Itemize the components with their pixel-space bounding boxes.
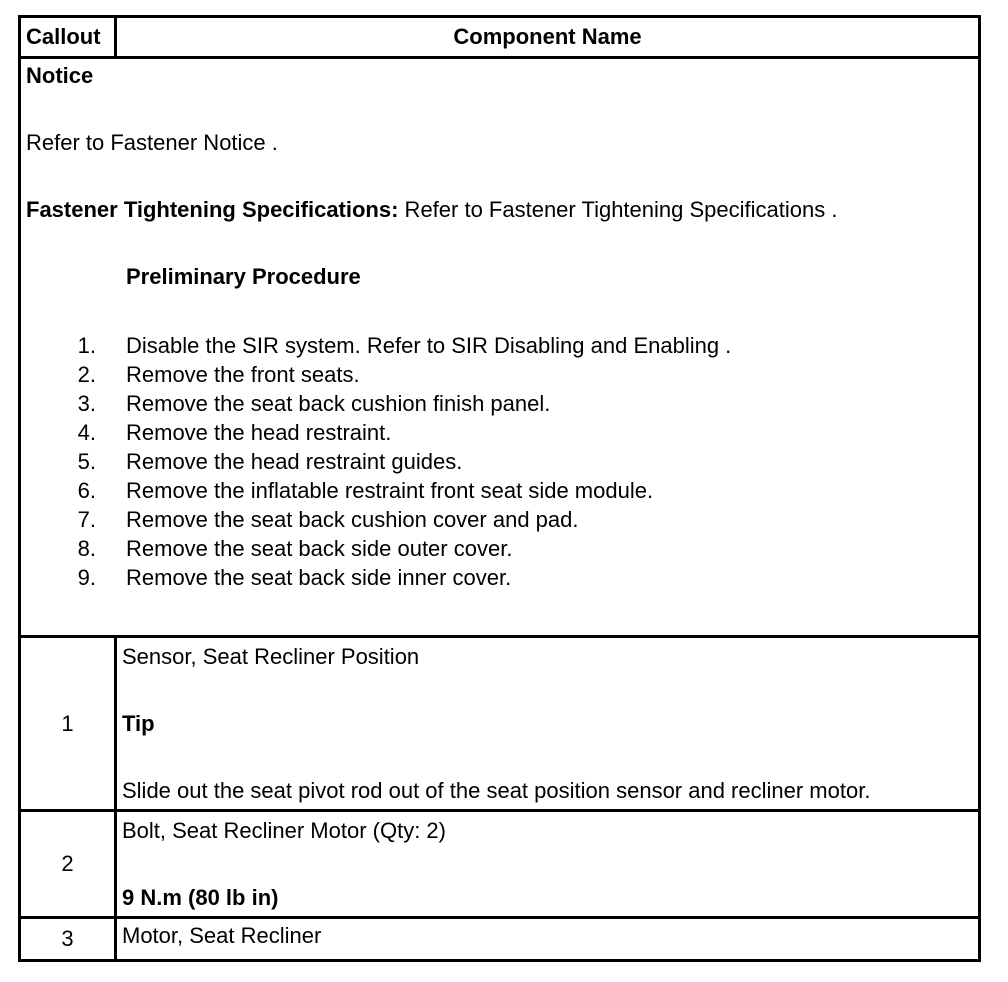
component-name-header: Component Name — [116, 17, 980, 58]
procedure-step: 5. Remove the head restraint guides. — [77, 449, 463, 474]
tip-text: Slide out the seat pivot rod out of the seat position sensor and recliner motor. — [122, 778, 871, 803]
tip-label: Tip — [122, 711, 155, 736]
notice-refer-text: Refer to Fastener Notice . — [26, 130, 278, 155]
callout-number: 1 — [20, 637, 116, 811]
component-name: Motor, Seat Recliner — [116, 918, 980, 961]
table-row — [20, 637, 980, 811]
procedure-step: 3. Remove the seat back cushion finish panel. — [77, 391, 551, 416]
table-row — [20, 918, 980, 961]
component-cell — [116, 637, 980, 811]
fastener-spec-line — [26, 197, 973, 223]
component-name: Bolt, Seat Recliner Motor (Qty: 2) — [122, 818, 446, 843]
procedure-step: 7. Remove the seat back cushion cover and pad. — [77, 507, 579, 532]
preliminary-procedure-title: Preliminary Procedure — [126, 264, 361, 289]
notice-title: Notice — [26, 63, 94, 88]
procedure-step: 2. Remove the front seats. — [77, 362, 360, 387]
table-row — [20, 811, 980, 918]
header-row — [20, 17, 980, 58]
torque-spec: 9 N.m (80 lb in) — [122, 885, 279, 910]
component-name: Sensor, Seat Recliner Position — [122, 644, 420, 669]
notice-row — [20, 58, 980, 637]
procedure-step: 4. Remove the head restraint. — [77, 420, 392, 445]
component-cell — [116, 811, 980, 918]
component-table — [18, 15, 981, 962]
procedure-step: 9. Remove the seat back side inner cover. — [77, 565, 512, 590]
fastener-spec-label: Fastener Tightening Specifications: — [26, 197, 399, 222]
procedure-step: 8. Remove the seat back side outer cover. — [77, 536, 513, 561]
procedure-steps-list — [26, 331, 973, 592]
fastener-spec-text: Refer to Fastener Tightening Specifications . — [398, 197, 838, 222]
callout-header: Callout — [20, 17, 116, 58]
callout-number: 3 — [20, 918, 116, 961]
procedure-step: 1. Disable the SIR system. Refer to SIR Disabling and Enabling . — [77, 333, 732, 358]
procedure-step: 6. Remove the inflatable restraint front seat side module. — [77, 478, 654, 503]
notice-cell — [20, 58, 980, 637]
callout-number: 2 — [20, 811, 116, 918]
